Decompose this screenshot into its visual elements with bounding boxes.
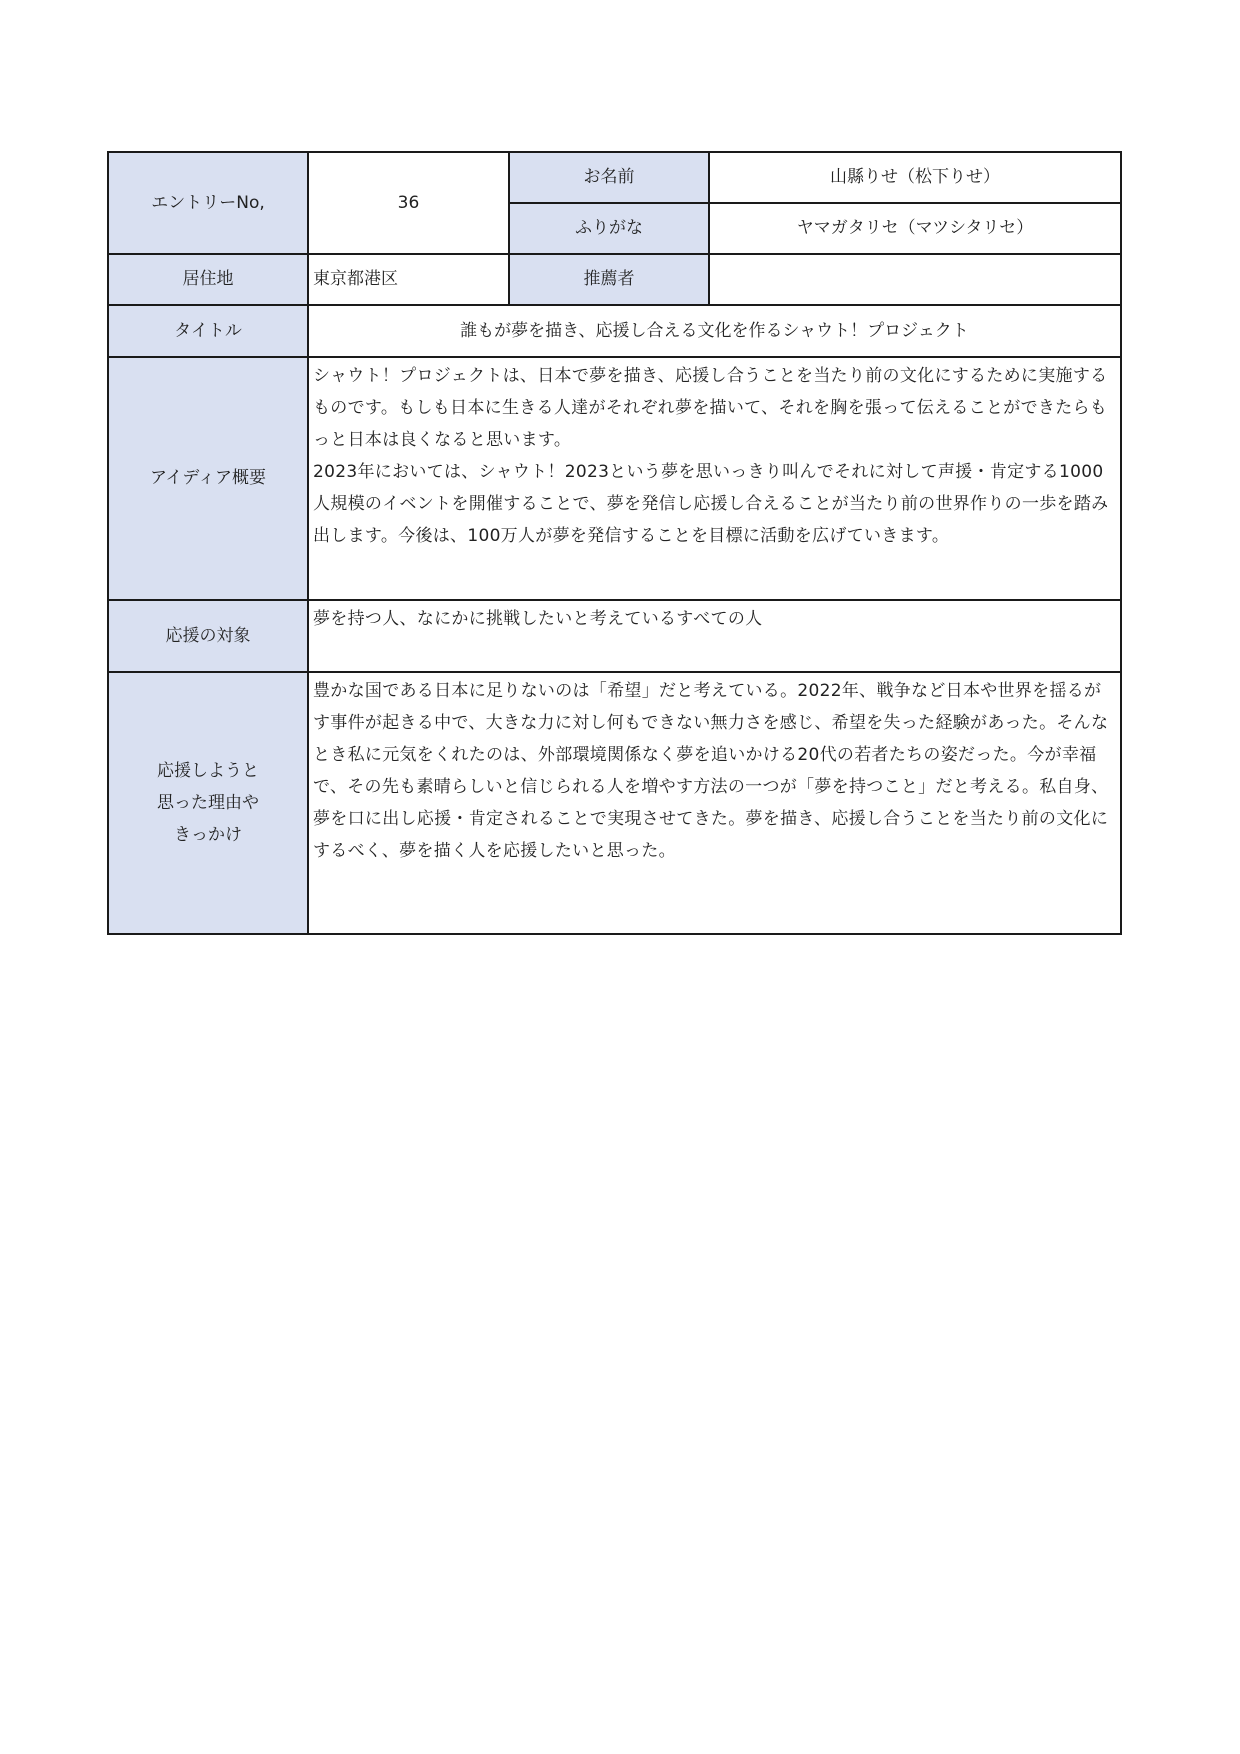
row-residence xyxy=(108,254,1121,305)
row-reason xyxy=(108,672,1121,934)
row-entry-name xyxy=(108,152,1121,203)
residence-label: 居住地 xyxy=(108,254,308,305)
reason-label-line3: きっかけ xyxy=(174,825,242,845)
furigana-label: ふりがな xyxy=(509,203,709,254)
title-label: タイトル xyxy=(108,305,308,357)
reason-text: 豊かな国である日本に足りないのは「希望」だと考えている。2022年、戦争など日本や世界を揺るがす事件が起きる中で、大きな力に対し何もできない無力さを感じ、希望を失った経験があった。そんなとき私に元気をくれたのは、外部環境関係なく夢を追いかける20代の若者たちの姿だった。今が幸福で、その先も素晴らしいと信じられる人を増やす方法の一つが「夢を持つこと」だと考える。私自身、夢を口に出し応援・肯定されることで実現させてきた。夢を描き、応援し合うことを当たり前の文化にするべく、夢を描く人を応援したいと思った。 xyxy=(308,672,1121,934)
target-label: 応援の対象 xyxy=(108,600,308,672)
entry-no-value: 36 xyxy=(308,152,509,254)
name-label: お名前 xyxy=(509,152,709,203)
furigana-value: ヤマガタリセ（マツシタリセ） xyxy=(709,203,1121,254)
name-value: 山縣りせ（松下りせ） xyxy=(709,152,1121,203)
target-value: 夢を持つ人、なにかに挑戦したいと考えているすべての人 xyxy=(308,600,1121,672)
entry-form-table xyxy=(107,151,1122,935)
entry-no-label: エントリーNo, xyxy=(108,152,308,254)
title-value: 誰もが夢を描き、応援し合える文化を作るシャウト！プロジェクト xyxy=(308,305,1121,357)
idea-label: アイディア概要 xyxy=(108,357,308,600)
idea-text: シャウト！プロジェクトは、日本で夢を描き、応援し合うことを当たり前の文化にするために実施するものです。もしも日本に生きる人達がそれぞれ夢を描いて、それを胸を張って伝えることができたらもっと日本は良くなると思います。 2023年においては、シャウト！2023という夢を思いっきり叫んでそれに対して声援・肯定する1000人規模のイベントを開催することで、夢を発信し応援し合えることが当たり前の世界作りの一歩を踏み出します。今後は、100万人が夢を発信することを目標に活動を広げていきます。 xyxy=(308,357,1121,600)
recommender-value xyxy=(709,254,1121,305)
recommender-label: 推薦者 xyxy=(509,254,709,305)
row-target xyxy=(108,600,1121,672)
residence-value: 東京都港区 xyxy=(308,254,509,305)
row-idea xyxy=(108,357,1121,600)
reason-label-line2: 思った理由や xyxy=(157,793,259,813)
reason-label xyxy=(108,672,308,934)
reason-label-line1: 応援しようと xyxy=(157,761,259,781)
row-title xyxy=(108,305,1121,357)
